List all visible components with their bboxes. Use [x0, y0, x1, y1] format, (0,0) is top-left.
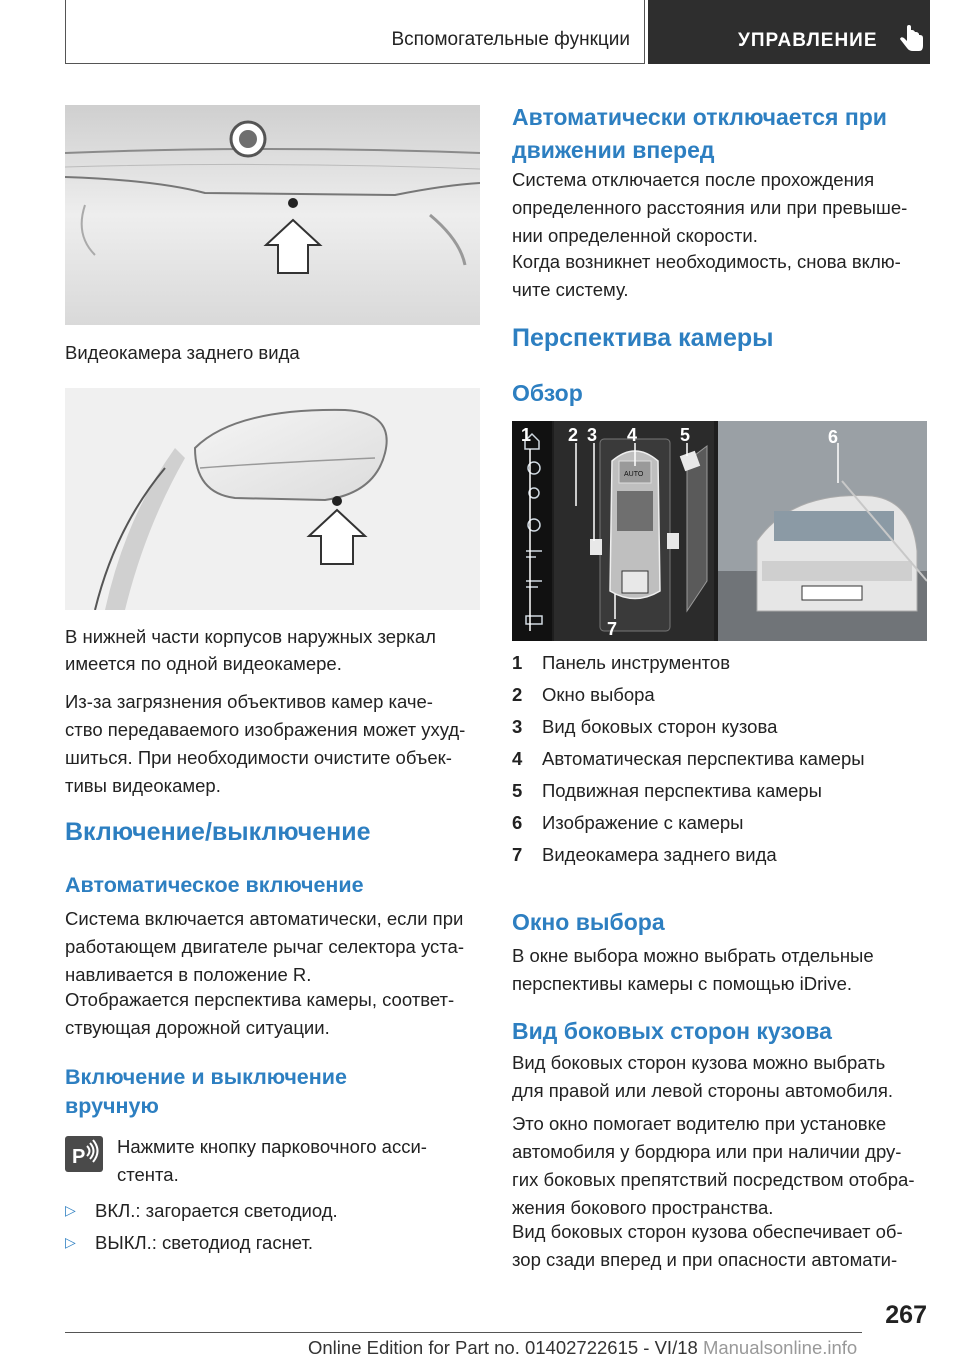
list-item [512, 748, 932, 780]
figure2-caption-line1: В нижней части корпусов наружных зеркал [65, 626, 436, 647]
text-line: для правой или левой стороны автомобиля. [512, 1080, 893, 1101]
section-tab [65, 0, 645, 64]
text-line: стента. [117, 1164, 179, 1185]
text-line: автомобиля у бордюра или при наличии дру- [512, 1141, 902, 1162]
select-window-paragraph [512, 942, 932, 998]
edition-text: Online Edition for Part no. 01402722615 - VI/18 [308, 1337, 698, 1358]
page-number: 267 [885, 1301, 927, 1329]
heading-side-view: Вид боковых сторон кузова [512, 1018, 832, 1044]
item-text: Окно выбора [542, 684, 655, 705]
camera-display-figure [512, 421, 927, 641]
item-number: 3 [512, 716, 523, 737]
list-item [512, 844, 932, 876]
chapter-tab [648, 0, 930, 64]
text-line: Из-за загрязнения объективов камер каче- [65, 691, 433, 712]
heading-overview: Обзор [512, 380, 583, 406]
text-line: жения бокового пространства. [512, 1197, 774, 1218]
list-item [512, 684, 932, 716]
text-line: Вид боковых сторон кузова можно выбрать [512, 1052, 886, 1073]
text-line: чите систему. [512, 279, 629, 300]
list-item [512, 812, 932, 844]
screen-label: 7 [607, 619, 618, 639]
item-text: Автоматическая перспектива камеры [542, 748, 865, 769]
side-view-paragraph-1 [512, 1049, 932, 1105]
bullet-text: ВЫКЛ.: светодиод гаснет. [95, 1232, 314, 1253]
text-line: определенного расстояния или при превыше- [512, 197, 908, 218]
text-line: ствующая дорожной ситуации. [65, 1017, 330, 1038]
text-line: Нажмите кнопку парковочного асси- [117, 1136, 427, 1157]
text-line: перспективы камеры с помощью iDrive. [512, 973, 853, 994]
bullet-text: ВКЛ.: загорается светодиод. [95, 1200, 338, 1221]
text-line: Отображается перспектива камеры, соответ- [65, 989, 455, 1010]
item-number: 7 [512, 844, 523, 865]
item-text: Вид боковых сторон кузова [542, 716, 778, 737]
screen-label: 5 [680, 425, 691, 445]
chapter-title: УПРАВЛЕНИЕ [738, 30, 878, 51]
text-line: Вид боковых сторон кузова обеспечивает об- [512, 1221, 903, 1242]
screen-label: 3 [587, 425, 598, 445]
item-number: 5 [512, 780, 523, 801]
figure1-caption: Видеокамера заднего вида [65, 342, 300, 363]
section-title: Вспомогательные функции [391, 29, 630, 50]
list-item [512, 652, 932, 684]
side-view-paragraph-3 [512, 1218, 932, 1274]
item-number: 1 [512, 652, 523, 673]
auto-off-paragraph [512, 166, 932, 250]
triangle-bullet-icon: ▷ [65, 1202, 76, 1218]
svg-text:AUTO: AUTO [624, 471, 644, 478]
list-item [512, 716, 932, 748]
text-line: Система отключается после прохождения [512, 169, 875, 190]
text-line: Это окно помогает водителю при установке [512, 1113, 887, 1134]
heading-auto-on: Автоматическое включение [65, 873, 364, 897]
item-text: Подвижная перспектива камеры [542, 780, 822, 801]
heading-line: Включение и выключение [65, 1065, 347, 1089]
reactivate-paragraph [512, 248, 932, 304]
footer-edition [308, 1337, 857, 1359]
legend-list [512, 652, 932, 876]
screen-label: 1 [521, 425, 532, 445]
text-line: Система включается автоматически, если при [65, 908, 464, 929]
text-line: ство передаваемого изображения может ухуд- [65, 719, 466, 740]
item-number: 6 [512, 812, 523, 833]
list-item [512, 780, 932, 812]
item-text: Видеокамера заднего вида [542, 844, 777, 865]
item-number: 4 [512, 748, 523, 769]
text-line: Когда возникнет необходимость, снова вклю- [512, 251, 901, 272]
heading-onoff: Включение/выключение [65, 818, 371, 846]
svg-text:P: P [72, 1146, 86, 1168]
text-line: навливается в положение R. [65, 964, 312, 985]
bullet-on [65, 1200, 465, 1230]
text-line: тивы видеокамер. [65, 775, 221, 796]
screen-label: 4 [627, 425, 638, 445]
mirror-camera-figure [65, 388, 480, 610]
item-text: Панель инструментов [542, 652, 731, 673]
heading-perspective: Перспектива камеры [512, 324, 774, 352]
text-line: нии определенной скорости. [512, 225, 758, 246]
heading-select-window: Окно выбора [512, 909, 665, 935]
heading-line: движении вперед [512, 137, 715, 163]
page-header [65, 0, 930, 64]
text-line: работающем двигателе рычаг селектора уста- [65, 936, 464, 957]
heading-manual [65, 1063, 347, 1121]
figure2-caption-line2: имеется по одной видеокамере. [65, 653, 342, 674]
auto-on-paragraph [65, 905, 485, 989]
text-line: гих боковых препятствий посредством отобра- [512, 1169, 915, 1190]
heading-line: Автоматически отключается при [512, 104, 887, 130]
item-number: 2 [512, 684, 523, 705]
item-text: Изображение с камеры [542, 812, 744, 833]
text-line: зор сзади вперед и при опасности автомати- [512, 1249, 898, 1270]
heading-line: вручную [65, 1094, 159, 1118]
screen-label: 2 [568, 425, 579, 445]
rear-camera-figure [65, 105, 480, 325]
text-line: шиться. При необходимости очистите объек- [65, 747, 452, 768]
lens-dirt-paragraph [65, 688, 485, 800]
screen-label: 6 [828, 427, 839, 447]
hand-pointer-icon [898, 24, 926, 54]
triangle-bullet-icon: ▷ [65, 1234, 76, 1250]
footer-divider [65, 1332, 862, 1333]
display-paragraph [65, 986, 485, 1042]
heading-auto-off [512, 101, 887, 167]
text-line: В окне выбора можно выбрать отдельные [512, 945, 874, 966]
bullet-off [65, 1232, 465, 1262]
parking-assistant-button-icon [65, 1136, 103, 1172]
press-button-text [117, 1133, 457, 1189]
watermark-text: Manualsonline.info [702, 1337, 858, 1358]
side-view-paragraph-2 [512, 1110, 932, 1222]
